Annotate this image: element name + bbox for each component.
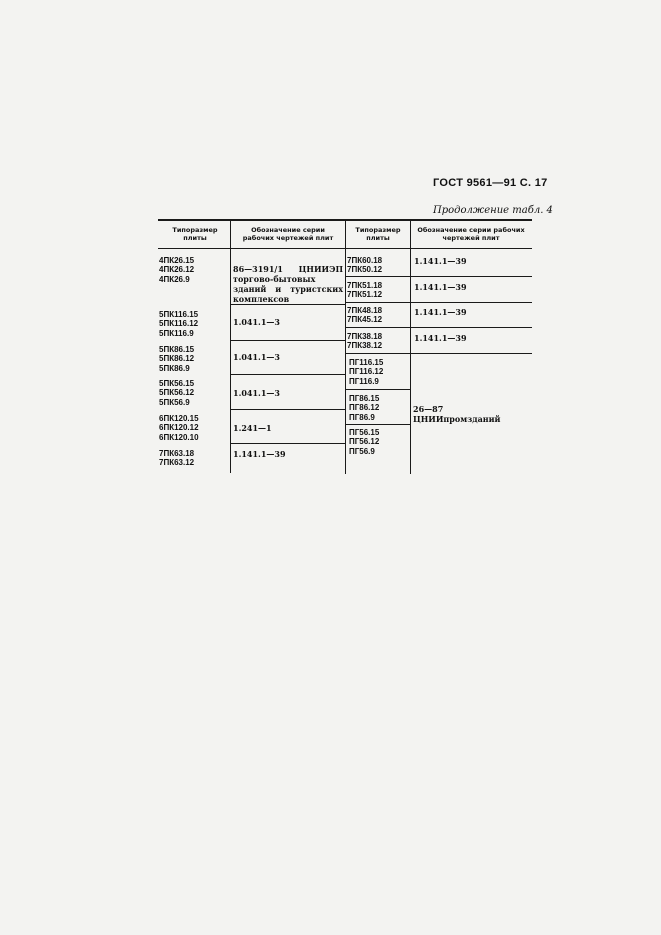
series-cell: 1.041.1—3 — [233, 317, 280, 327]
column-rule-1 — [230, 219, 231, 473]
size-group — [349, 428, 379, 456]
right-size-rule — [345, 353, 411, 354]
size-item: 7ПК45.12 — [347, 315, 383, 325]
size-item: 5ПК56.15 — [159, 379, 195, 388]
size-item: ПГ56.12 — [349, 437, 380, 447]
size-item: 7ПК51.12 — [347, 290, 383, 300]
series-cell: 1.041.1—3 — [233, 352, 280, 362]
size-item: 5ПК56.12 — [159, 388, 195, 398]
column-rule-3 — [410, 219, 411, 474]
series-cell: 1.141.1—39 — [414, 282, 467, 292]
series-cell: 86—3191/1 ЦНИИЭП торгово-бытовых зданий и туристских комплексов — [233, 264, 343, 304]
series-cell: 1.241—1 — [233, 423, 272, 433]
size-item: 7ПК48.18 — [347, 306, 383, 315]
size-item: 7ПК60.18 — [347, 256, 383, 265]
series-cell: 1.041.1—3 — [233, 388, 280, 398]
size-group — [159, 310, 198, 338]
table-continuation-note: Продолжение табл. 4 — [433, 205, 553, 216]
size-group — [159, 379, 194, 407]
series-cell: 1.141.1—39 — [414, 307, 467, 317]
header-size-right: Типоразмер плиты — [355, 226, 401, 242]
right-series-rule — [410, 353, 532, 354]
series-cell: 1.141.1—39 — [414, 333, 467, 343]
size-item: 7ПК63.18 — [159, 449, 195, 458]
size-item: 5ПК86.12 — [159, 354, 195, 364]
right-series-rule — [410, 302, 532, 303]
size-item: 5ПК56.9 — [159, 397, 190, 407]
right-size-rule — [345, 389, 411, 390]
right-size-rule — [345, 424, 411, 425]
left-row-rule — [230, 443, 346, 444]
header-series-right: Обозначение серии рабочих чертежей плит — [417, 226, 525, 242]
left-row-rule — [230, 340, 346, 341]
header-size-left: Типоразмер плиты — [172, 226, 218, 242]
right-size-rule — [345, 276, 411, 277]
size-item: 7ПК63.12 — [159, 458, 195, 468]
left-row-rule — [230, 374, 346, 375]
size-group — [159, 414, 199, 442]
right-size-rule — [345, 302, 411, 303]
series-cell-merged: 26—87 ЦНИИпромзданий — [413, 404, 501, 424]
size-item: ПГ86.15 — [349, 394, 380, 403]
left-row-rule — [230, 304, 346, 305]
size-item: 4ПК26.12 — [159, 265, 195, 275]
size-group — [349, 394, 379, 422]
size-item: ПГ86.12 — [349, 403, 380, 413]
series-cell: 1.141.1—39 — [233, 449, 286, 459]
document-code: ГОСТ 9561—91 С. 17 — [433, 177, 548, 189]
column-rule-2 — [345, 219, 346, 474]
size-item: ПГ56.15 — [349, 428, 380, 437]
size-group — [347, 306, 382, 325]
size-item: 7ПК38.18 — [347, 332, 383, 341]
size-item: 6ПК120.15 — [159, 414, 199, 423]
size-item: 6ПК120.10 — [159, 432, 199, 442]
series-cell: 1.141.1—39 — [414, 256, 467, 266]
size-item: 5ПК116.9 — [159, 328, 194, 338]
size-item: 5ПК116.15 — [159, 310, 199, 319]
size-item: 5ПК116.12 — [159, 319, 199, 329]
size-item: 7ПК50.12 — [347, 265, 383, 275]
right-series-rule — [410, 327, 532, 328]
size-group — [347, 281, 382, 300]
size-item: ПГ116.15 — [349, 358, 384, 367]
size-item: ПГ116.12 — [349, 367, 384, 377]
size-group — [159, 449, 194, 468]
header-series-left: Обозначение серии рабочих чертежей плит — [242, 226, 334, 242]
size-item: 5ПК86.9 — [159, 363, 190, 373]
right-size-rule — [345, 327, 411, 328]
size-item: 7ПК51.18 — [347, 281, 383, 290]
size-group — [347, 332, 382, 351]
size-group — [159, 256, 194, 284]
size-item: 7ПК38.12 — [347, 341, 383, 351]
size-item: 4ПК26.9 — [159, 274, 190, 284]
size-item: 4ПК26.15 — [159, 256, 195, 265]
right-series-rule — [410, 276, 532, 277]
left-row-rule — [230, 409, 346, 410]
size-item: 6ПК120.12 — [159, 423, 199, 433]
size-group — [349, 358, 383, 386]
size-group — [347, 256, 382, 275]
size-item: ПГ86.9 — [349, 412, 375, 422]
size-item: ПГ116.9 — [349, 376, 379, 386]
size-item: ПГ56.9 — [349, 446, 375, 456]
size-item: 5ПК86.15 — [159, 345, 195, 354]
size-group — [159, 345, 194, 373]
